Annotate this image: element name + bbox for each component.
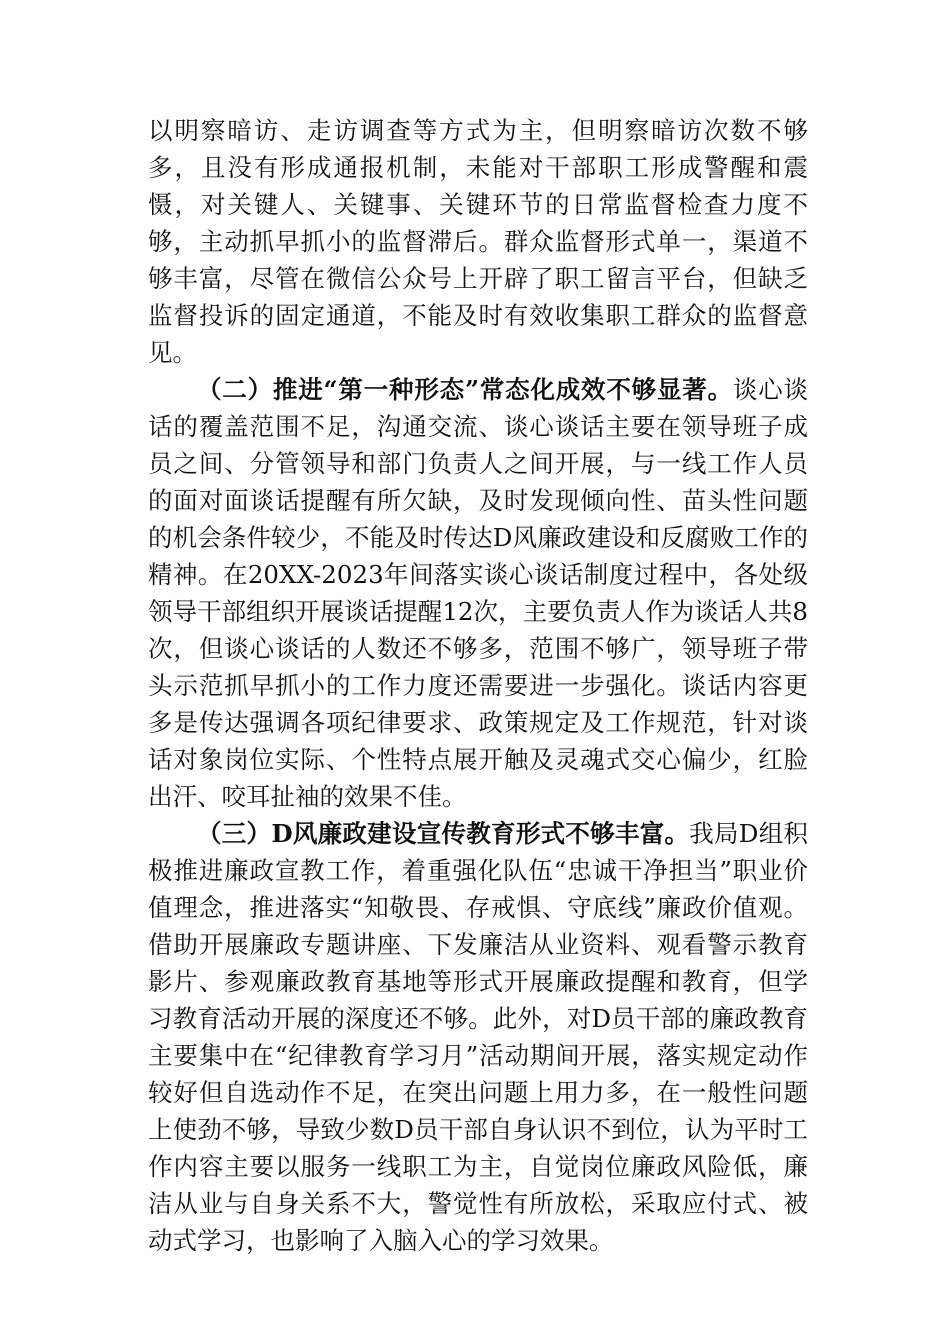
paragraph-body: 以明察暗访、走访调查等方式为主，但明察暗访次数不够多，且没有形成通报机制，未能对干部职工形成警醒和震慑，对关键人、关键事、关键环节的日常监督检查力度不够，主动抓早抓小的监督滞后。群众监督形式单一，渠道不够丰富，尽管在微信公众号上开辟了职工留言平台，但缺乏监督投诉的固定通道，不能及时有效收集职工群众的监督意见。 [148,116,808,367]
paragraph-continuation [148,112,808,371]
paragraph-section-three [148,815,808,1259]
document-page [148,112,808,1259]
section-heading: （二）推进“第一种形态”常态化成效不够显著。 [197,375,733,404]
paragraph-body: 我局D组积极推进廉政宣教工作，着重强化队伍“忠诚干净担当”职业价值理念，推进落实“知敬畏、存戒惧、守底线”廉政价值观。借助开展廉政专题讲座、下发廉洁从业资料、观看警示教育影片、参观廉政教育基地等形式开展廉政提醒和教育，但学习教育活动开展的深度还不够。此外，对D员干部的廉政教育主要集中在“纪律教育学习月”活动期间开展，落实规定动作较好但自选动作不足，在突出问题上用力多，在一般性问题上使劲不够，导致少数D员干部自身认识不到位，认为平时工作内容主要以服务一线职工为主，自觉岗位廉政风险低，廉洁从业与自身关系不大，警觉性有所放松，采取应付式、被动式学习，也影响了入脑入心的学习效果。 [148,819,808,1255]
section-heading: （三）D风廉政建设宣传教育形式不够丰富。 [197,819,690,848]
paragraph-body: 谈心谈话的覆盖范围不足，沟通交流、谈心谈话主要在领导班子成员之间、分管领导和部门负责人之间开展，与一线工作人员的面对面谈话提醒有所欠缺，及时发现倾向性、苗头性问题的机会条件较少，不能及时传达D风廉政建设和反腐败工作的精神。在20XX-2023年间落实谈心谈话制度过程中，各处级领导干部组织开展谈话提醒12次，主要负责人作为谈话人共8次，但谈心谈话的人数还不够多，范围不够广，领导班子带头示范抓早抓小的工作力度还需要进一步强化。谈话内容更多是传达强调各项纪律要求、政策规定及工作规范，针对谈话对象岗位实际、个性特点展开触及灵魂式交心偏少，红脸出汗、咬耳扯袖的效果不佳。 [148,375,808,811]
paragraph-section-two [148,371,808,815]
